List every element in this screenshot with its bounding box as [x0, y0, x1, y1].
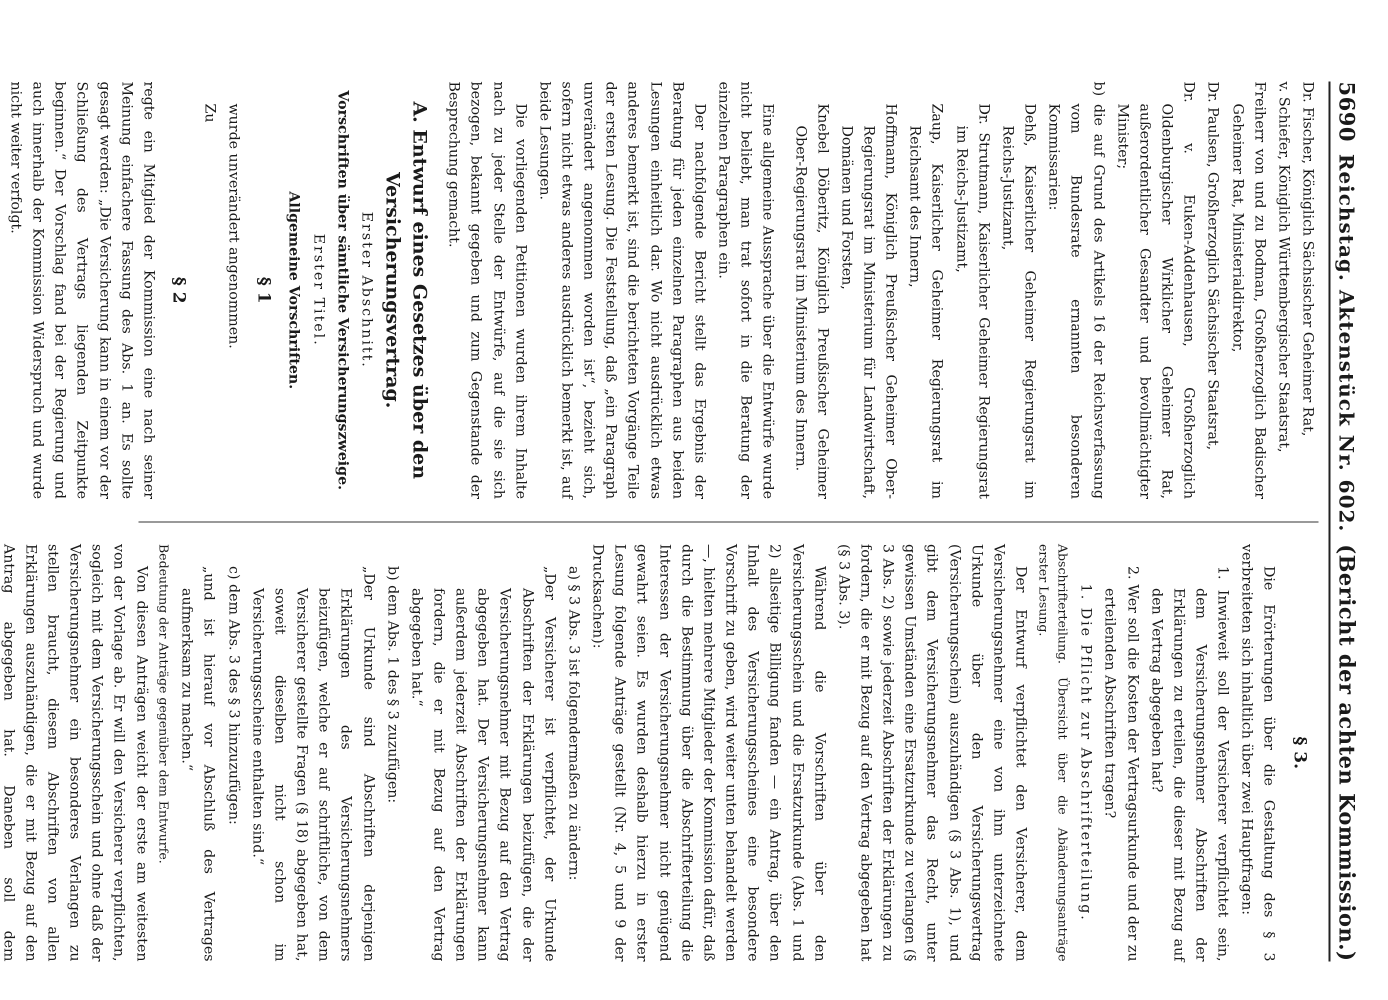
motion-c: c) dem Abs. 3 des § 3 hinzuzufügen:: [225, 566, 242, 825]
motion-a: a) § 3 Abs. 3 ist folgendermaßen zu ändern:: [565, 566, 582, 881]
motion-b-quote: „Der Urkunde sind Abschriften derjenigen Erklärungen des Versicherungsnehmers beizufügen, welche er auf schriftliche, von dem Versicherer gestellte Fragen (§ 18) abgegeben hat, soweit dieselben nicht schon im Versicherungsscheine enthalten sind.“: [249, 566, 377, 962]
motion-a-quote: „Der Versicherer ist verpflichtet, der Urkunde Abschriften der Erklärungen beizufügen, die der Versicherungsnehmer mit Bezug auf den Vertrag abgegeben hat. Der Versicherungsnehmer kann außerdem jederzeit Abschriften der Erklärungen fordern, die er mit Bezug auf den Vertrag abgegeben hat.“: [408, 566, 558, 962]
question-item: 1. Inwieweit soll der Versicherer verpflichtet sein, dem Versicherungsnehmer Abschriften der Erklärungen zu erteilen, die dieser mit Bezug auf den Vertrag abgegeben hat?: [1148, 566, 1231, 962]
margin-subheading: Bedeutung der Anträge gegenüber dem Entwurfe.: [156, 544, 172, 864]
page-header: [1329, 82, 1360, 962]
member-entry: Freiherr von und zu Bodman, Großherzoglich Badischer Geheimer Rat, Ministerialdirektor,: [1229, 81, 1268, 499]
commissioner-entry: Dr. Strutmann, Kaiserlicher Geheimer Regierungsrat im Reichs-Justizamt,: [953, 103, 992, 499]
section-title: Vorschriften über sämtliche Versicherungszweige.: [334, 90, 351, 491]
header-title: Reichstag. Aktenstück Nr. 602.: [1334, 153, 1359, 533]
paragraph-2-heading: § 2: [168, 276, 189, 304]
motion-b: b) dem Abs. 1 des § 3 zuzufügen:: [384, 566, 401, 804]
paragraph-2-text: regte ein Mitglied der Kommission eine nach seiner Meinung einfachere Fassung des Abs. 1 an. Es sollte gesagt werden: „Die Versicherung kann in einem vor der Schließung des Vertrags liegenden Zeitpunkte beginnen.“ Der Vorschlag fand bei der Regierung und auch innerhalb der Kommission Widerspruch und wurde nicht weiter verfolgt.: [7, 81, 157, 499]
paragraph-1-heading: § 1: [253, 276, 274, 304]
commissioner-entry: Knebel Döberitz, Königlich Preußischer Geheimer Ober-Regierungsrat im Ministerium des Innern.: [792, 103, 831, 499]
intro-paragraph: Die Erörterungen über die Gestaltung des § 3 verbreiteten sich inhaltlich über zwei Hauptfragen:: [1238, 544, 1277, 962]
body-paragraph: Die vorliegenden Petitionen wurden ihrem Inhalte nach zu jeder Stelle der Entwürfe, auf die sie sich bezogen, bekannt gegeben und zum Gegenstande der Besprechung gemacht.: [445, 81, 529, 499]
draft-title: A. Entwurf eines Gesetzes über den Versicherungsvertrag.: [381, 101, 431, 480]
title-name: Allgemeine Vorschriften.: [285, 191, 302, 390]
commissioner-entry: Dehß, Kaiserlicher Geheimer Regierungsrat im Reichs-Justizamt,: [999, 103, 1038, 499]
body-paragraph: Der Entwurf verpflichtet den Versicherer, dem Versicherungsnehmer eine von ihm unterzeichnete Urkunde über den Versicherungsvertrag (Versicherungsschein) auszuhändigen (§ 3 Abs. 1), und gibt dem Versicherungsnehmer das Recht, unter gewissen Umständen eine Ersatzurkunde zu verlangen (§ 3 Abs. 2) sowie jederzeit Abschriften der Erklärungen zu fordern, die er mit Bezug auf den Vertrag abgegeben hat (§ 3 Abs. 3).: [835, 544, 1029, 962]
body-paragraph: Von diesen Anträgen weicht der erste am weitesten von der Vorlage ab. Er will den Versicherer verpflichten, sogleich mit dem Versicherungsschein und ohne daß der Versicherungsnehmer ein besonderes Verlangen zu stellen braucht, diesem Abschriften von allen Erklärungen auszuhändigen, die er mit Bezug auf den Antrag abgegeben hat. Daneben soll dem: [0, 544, 150, 962]
text-columns: [0, 81, 1319, 962]
motion-c-quote: „und ist hierauf vor Abschluß des Vertrages aufmerksam zu machen.“: [178, 566, 217, 962]
title-heading: Erster Titel.: [310, 233, 327, 347]
body-paragraph: Der nachfolgende Bericht stellt das Ergebnis der Beratung für jeden einzelnen Paragraphen aus beiden Lesungen einheitlich dar. Wo nicht ausdrücklich etwas anderes bemerkt ist, sind die berichteten Vorgänge Teile der ersten Lesung. Die Feststellung, daß „ein Paragraph unverändert angenommen worden ist“, bezieht sich, sofern nicht etwas anderes ausdrücklich bemerkt ist, auf beide Lesungen.: [536, 81, 708, 499]
page-number: 5690: [1334, 81, 1360, 142]
header-report: (Bericht der achten Kommission.): [1334, 544, 1360, 962]
commissioner-entry: Hoffmann, Königlich Preußischer Geheimer Ober-Regierungsrat im Ministerium für Landwirtschaft, Domänen und Forsten,: [838, 103, 899, 499]
paragraph-3-heading: § 3.: [1289, 736, 1310, 770]
column-divider: [139, 521, 1319, 522]
member-entry: v. Schiefer, Königlich Württembergischer Staatsrat,: [1275, 81, 1292, 453]
zu-label: Zu: [201, 103, 218, 123]
question-item: 2. Wer soll die Kosten der Vertragsurkunde und der zu erteilenden Abschriften tragen?: [1101, 566, 1141, 962]
member-entry: Dr. Fischer, Königlich Sächsischer Geheimer Rat,: [1299, 81, 1316, 437]
commissioner-entry: Zaup, Kaiserlicher Geheimer Regierungsrat im Reichsamt des Innern,: [906, 103, 945, 499]
paragraph-2-end: [0, 82, 2, 500]
body-paragraph: Eine allgemeine Aussprache über die Entwürfe wurde nicht beliebt, man trat sofort in die Beratung der einzelnen Paragraphen ein.: [715, 81, 776, 499]
margin-subheading: Abschrifterteilung. Übersicht über die Abänderungsanträge erster Lesung.: [1036, 544, 1071, 962]
section-heading: Erster Abschnitt.: [358, 211, 375, 369]
left-column: [7, 81, 1319, 500]
member-entry: Dr. Paulsen, Großherzoglich Sächsischer Staatsrat,: [1204, 81, 1221, 451]
body-paragraph: Während die Vorschriften über den Versicherungsschein und die Ersatzurkunde (Abs. 1 und 2) allseitige Billigung fanden — ein Antrag, über den Inhalt des Versicherungsscheines eine besondere Vorschrift zu geben, wird weiter unten behandelt werden —, hielten mehrere Mitglieder der Kommission dafür, daß durch die Bestimmung über die Abschrifterteilung die Interessen der Versicherungsnehmer nicht genügend gewahrt seien. Es wurden deshalb hierzu in erster Lesung folgende Anträge gestellt (Nr. 4, 5 und 9 der Drucksachen):: [589, 544, 828, 962]
item-b: b) die auf Grund des Artikels 16 der Reichsverfassung vom Bundesrate ernannten besonderen Kommissarien:: [1045, 81, 1107, 499]
subsection-heading: 1. Die Pflicht zur Abschrifterteilung.: [1077, 583, 1094, 922]
member-entry: Dr. v. Euken-Addenhausen, Großherzoglich Oldenburgischer Wirklicher Geheimer Rat, außerordentlicher Gesandter und bevollmächtigter Minister;: [1114, 81, 1197, 499]
right-column: [0, 544, 1319, 962]
paragraph-1-text: wurde unverändert angenommen.: [225, 103, 242, 349]
